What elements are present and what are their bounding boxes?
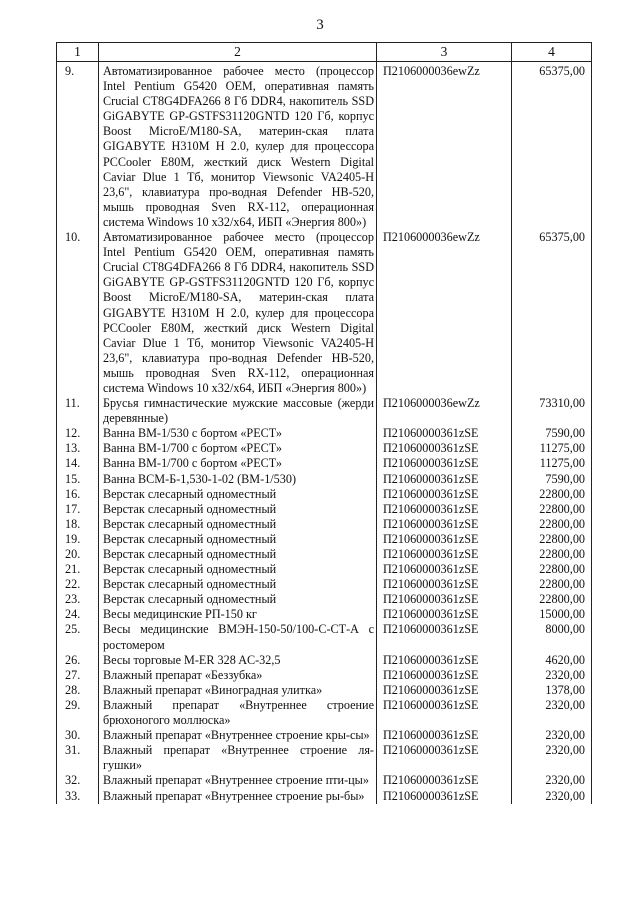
row-item-name: Верстак слесарный одноместный [99,547,377,562]
row-item-name: Весы торговые M-ER 328 AC-32,5 [99,653,377,668]
row-inventory-code: П21060000361zSE [377,426,512,441]
table-row [57,728,592,743]
row-price: 22800,00 [512,562,592,577]
row-inventory-code: П21060000361zSE [377,789,512,804]
row-item-name: Верстак слесарный одноместный [99,487,377,502]
row-item-name: Автоматизированное рабочее место (процессор Intel Pentium G5420 OEM, оперативная память Crucial CT8G4DFA266 8 Гб DDR4, накопитель SSD GiGABYTE GP-GSTFS31120GNTD 120 Гб, корпус Boost MicroE/M180-SA, материн-ская плата GIGABYTE H310M H 2.0, кулер для процессора PCCooler E80M, жесткий диск Western Digital Caviar Dlue 1 Тб, монитор Viewsonic VA2405-H 23,6", клавиатура про-водная Defender HB-520, мышь проводная Sven RX-112, операционная система Windows 10 x32/x64, ИБП «Энергия 800») [99,62,377,231]
row-item-name: Верстак слесарный одноместный [99,577,377,592]
row-number: 19. [57,532,99,547]
row-inventory-code: П21060000361zSE [377,441,512,456]
row-item-name: Влажный препарат «Внутреннее строение ля-гушки» [99,743,377,773]
table-row [57,789,592,804]
row-price: 65375,00 [512,230,592,396]
row-inventory-code: П21060000361zSE [377,456,512,471]
table-row [57,773,592,788]
row-price: 2320,00 [512,728,592,743]
row-inventory-code: П21060000361zSE [377,743,512,773]
row-inventory-code: П21060000361zSE [377,562,512,577]
table-row [57,622,592,652]
row-item-name: Верстак слесарный одноместный [99,502,377,517]
row-price: 22800,00 [512,592,592,607]
table-row [57,668,592,683]
row-item-name: Верстак слесарный одноместный [99,532,377,547]
table-row [57,502,592,517]
row-price: 22800,00 [512,532,592,547]
table-row [57,743,592,773]
row-number: 30. [57,728,99,743]
row-number: 9. [57,62,99,231]
row-price: 22800,00 [512,502,592,517]
row-number: 26. [57,653,99,668]
table-row [57,683,592,698]
row-number: 22. [57,577,99,592]
row-price: 22800,00 [512,577,592,592]
row-price: 2320,00 [512,773,592,788]
row-inventory-code: П21060000361zSE [377,577,512,592]
row-inventory-code: П21060000361zSE [377,547,512,562]
table-row [57,426,592,441]
table-row [57,456,592,471]
row-price: 4620,00 [512,653,592,668]
row-item-name: Влажный препарат «Виноградная улитка» [99,683,377,698]
row-price: 2320,00 [512,789,592,804]
row-item-name: Влажный препарат «Внутреннее строение кры-сы» [99,728,377,743]
row-inventory-code: П21060000361zSE [377,502,512,517]
row-price: 65375,00 [512,62,592,231]
row-price: 7590,00 [512,472,592,487]
inventory-table [56,42,592,804]
row-inventory-code: П21060000361zSE [377,592,512,607]
row-price: 22800,00 [512,547,592,562]
table-header-row [57,43,592,62]
row-number: 25. [57,622,99,652]
row-item-name: Влажный препарат «Внутреннее строение брюхоногого моллюска» [99,698,377,728]
table-row [57,592,592,607]
row-item-name: Ванна ВМ-1/700 с бортом «РЕСТ» [99,456,377,471]
row-inventory-code: П21060000361zSE [377,668,512,683]
row-inventory-code: П2106000036ewZz [377,396,512,426]
row-inventory-code: П21060000361zSE [377,517,512,532]
row-item-name: Весы медицинские ВМЭН-150-50/100-С-СТ-А с ростомером [99,622,377,652]
table-row [57,487,592,502]
row-number: 15. [57,472,99,487]
table-row [57,441,592,456]
table-row [57,472,592,487]
table-row [57,577,592,592]
row-inventory-code: П2106000036ewZz [377,230,512,396]
row-inventory-code: П21060000361zSE [377,698,512,728]
row-number: 13. [57,441,99,456]
row-inventory-code: П21060000361zSE [377,773,512,788]
row-inventory-code: П21060000361zSE [377,728,512,743]
row-price: 2320,00 [512,698,592,728]
page-number: 3 [316,17,324,33]
row-price: 22800,00 [512,487,592,502]
row-price: 2320,00 [512,743,592,773]
row-price: 73310,00 [512,396,592,426]
column-header-number: 1 [57,43,99,62]
table-row [57,562,592,577]
row-price: 2320,00 [512,668,592,683]
row-inventory-code: П21060000361zSE [377,532,512,547]
row-price: 11275,00 [512,441,592,456]
table-row [57,517,592,532]
table-body [57,62,592,804]
table-row [57,653,592,668]
table-row [57,607,592,622]
row-inventory-code: П21060000361zSE [377,607,512,622]
row-number: 31. [57,743,99,773]
row-price: 15000,00 [512,607,592,622]
row-number: 16. [57,487,99,502]
table-row [57,547,592,562]
row-item-name: Влажный препарат «Внутреннее строение пти-цы» [99,773,377,788]
row-number: 14. [57,456,99,471]
row-item-name: Ванна ВМ-1/700 с бортом «РЕСТ» [99,441,377,456]
row-number: 20. [57,547,99,562]
column-header-name: 2 [99,43,377,62]
row-price: 1378,00 [512,683,592,698]
row-number: 32. [57,773,99,788]
row-number: 21. [57,562,99,577]
row-inventory-code: П21060000361zSE [377,472,512,487]
row-number: 27. [57,668,99,683]
row-number: 24. [57,607,99,622]
row-item-name: Ванна ВМ-1/530 с бортом «РЕСТ» [99,426,377,441]
row-item-name: Верстак слесарный одноместный [99,562,377,577]
row-price: 22800,00 [512,517,592,532]
row-item-name: Весы медицинские РП-150 кг [99,607,377,622]
row-number: 29. [57,698,99,728]
row-number: 18. [57,517,99,532]
row-number: 11. [57,396,99,426]
column-header-price: 4 [512,43,592,62]
table-row [57,532,592,547]
row-price: 8000,00 [512,622,592,652]
row-item-name: Влажный препарат «Беззубка» [99,668,377,683]
row-inventory-code: П21060000361zSE [377,683,512,698]
row-price: 11275,00 [512,456,592,471]
row-price: 7590,00 [512,426,592,441]
row-number: 28. [57,683,99,698]
row-item-name: Брусья гимнастические мужские массовые (жерди деревянные) [99,396,377,426]
row-inventory-code: П2106000036ewZz [377,62,512,231]
table-row [57,698,592,728]
row-number: 12. [57,426,99,441]
row-item-name: Верстак слесарный одноместный [99,517,377,532]
table-row [57,230,592,396]
row-item-name: Верстак слесарный одноместный [99,592,377,607]
column-header-code: 3 [377,43,512,62]
row-item-name: Влажный препарат «Внутреннее строение ры-бы» [99,789,377,804]
row-inventory-code: П21060000361zSE [377,622,512,652]
table-row [57,62,592,231]
table-row [57,396,592,426]
row-item-name: Автоматизированное рабочее место (процессор Intel Pentium G5420 OEM, оперативная память Crucial CT8G4DFA266 8 Гб DDR4, накопитель SSD GiGABYTE GP-GSTFS31120GNTD 120 Гб, корпус Boost MicroE/M180-SA, материн-ская плата GIGABYTE H310M H 2.0, кулер для процессора PCCooler E80M, жесткий диск Western Digital Caviar Dlue 1 Тб, монитор Viewsonic VA2405-H 23,6", клавиатура про-водная Defender HB-520, мышь проводная Sven RX-112, операционная система Windows 10 x32/x64, ИБП «Энергия 800») [99,230,377,396]
row-number: 23. [57,592,99,607]
row-number: 33. [57,789,99,804]
row-inventory-code: П21060000361zSE [377,653,512,668]
row-number: 17. [57,502,99,517]
row-item-name: Ванна ВСМ-Б-1,530-1-02 (ВМ-1/530) [99,472,377,487]
row-number: 10. [57,230,99,396]
row-inventory-code: П21060000361zSE [377,487,512,502]
